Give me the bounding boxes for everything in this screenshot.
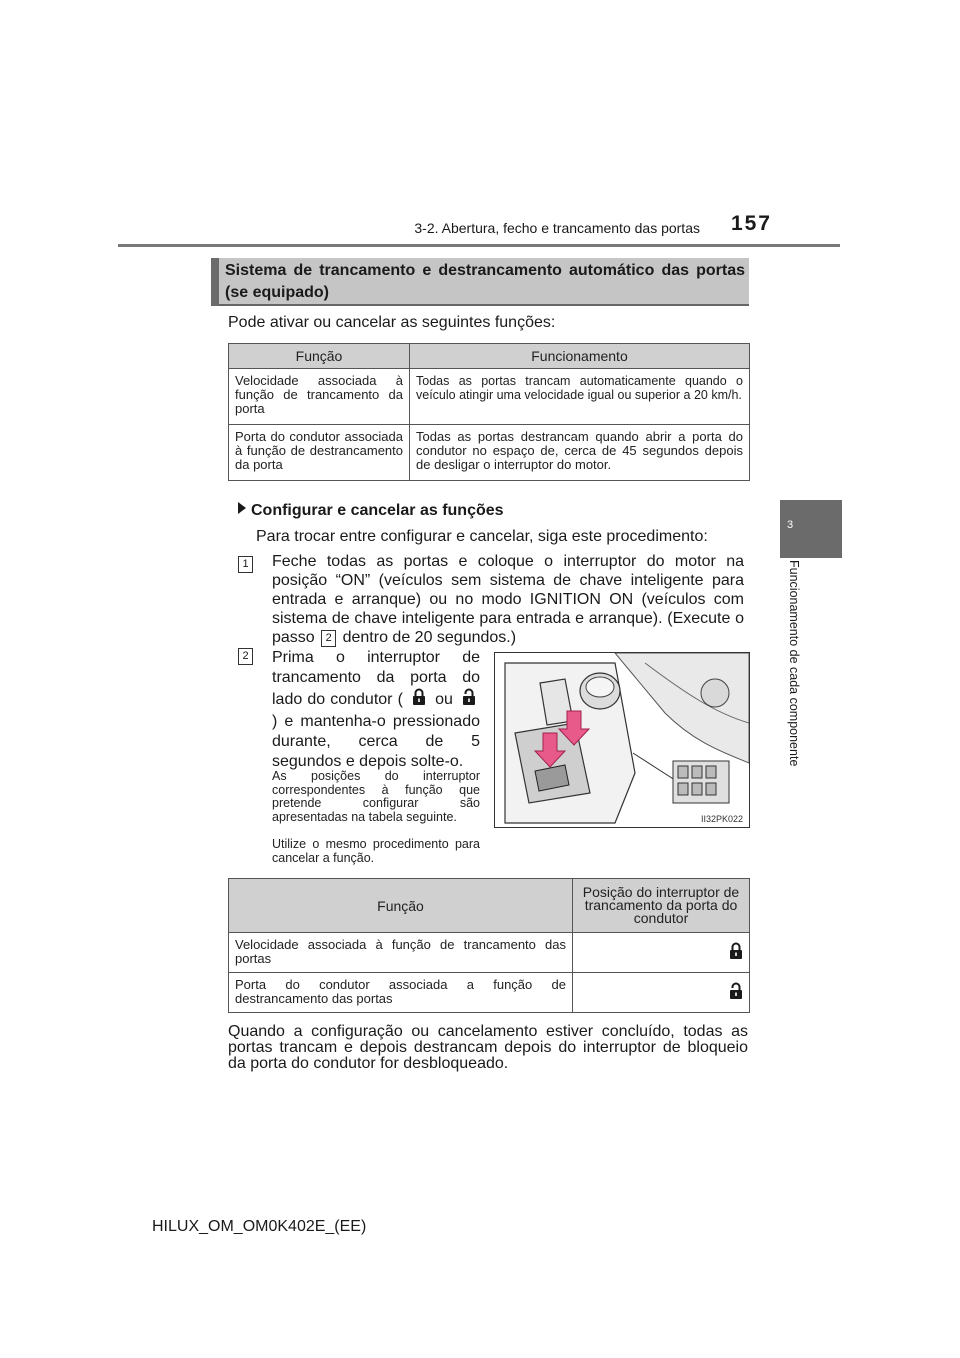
lock-icon: [729, 942, 743, 963]
section-title-accent: [211, 258, 219, 306]
intro-text: Pode ativar ou cancelar as seguintes funções:: [228, 314, 556, 331]
table-cell-funcionamento: Todas as portas trancam automaticamente quando o veículo atingir uma velocidade igual ou superior a 20 km/h.: [410, 369, 750, 425]
table-cell-posicao: [573, 973, 750, 1013]
unlock-icon: [729, 982, 743, 1003]
table-header-funcionamento: Funcionamento: [410, 344, 750, 369]
lock-icon: [412, 688, 426, 712]
unlock-icon: [462, 688, 476, 712]
header-rule: [118, 244, 840, 247]
functions-table: [228, 343, 750, 481]
table-row: [229, 369, 750, 425]
table-cell-funcao: Porta do condutor associada a função de destrancamento das portas: [229, 973, 573, 1013]
footer-code: HILUX_OM_OM0K402E_(EE): [152, 1218, 367, 1235]
step-1-text-b: dentro de 20 segundos.): [342, 629, 517, 646]
table-header-row: [229, 879, 750, 933]
step-2-note-1: As posições do interruptor correspondentes à função que pretende configurar são apresentadas na tabela seguinte.: [272, 769, 480, 824]
table-header-row: [229, 344, 750, 369]
step-1-text: [272, 552, 744, 647]
config-heading-text: Configurar e cancelar as funções: [251, 502, 504, 519]
table-cell-funcionamento: Todas as portas destrancam quando abrir a porta do condutor no espaço de, cerca de 45 segundos depois de desligar o interruptor do motor.: [410, 425, 750, 481]
figure-id: II32PK022: [700, 814, 743, 824]
closing-text: Quando a configuração ou cancelamento estiver concluído, todas as portas trancam e depois destrancam depois do interruptor de bloqueio da porta do condutor for desbloqueado.: [228, 1023, 748, 1072]
table-header-funcao: Função: [229, 879, 573, 933]
config-heading: [238, 502, 738, 520]
table-cell-funcao: Velocidade associada à função de trancamento das portas: [229, 933, 573, 973]
running-header: 3-2. Abertura, fecho e trancamento das portas: [414, 220, 700, 236]
table-header-posicao: Posição do interruptor de trancamento da porta do condutor: [573, 879, 750, 933]
door-lock-switch-illustration: [494, 652, 750, 828]
illustration-drawing: [495, 653, 749, 827]
page-number: 157: [730, 212, 772, 235]
section-title-box: [211, 258, 749, 306]
chapter-tab-label-wrap: [780, 560, 806, 810]
table-cell-funcao: Velocidade associada à função de trancamento da porta: [229, 369, 410, 425]
switch-positions-table: [228, 878, 750, 1013]
step-2-text-or: ou: [435, 691, 453, 708]
step-2-text-a: Prima o interruptor de trancamento da porta do lado do condutor (: [272, 649, 480, 708]
step-2-note-2: Utilize o mesmo procedimento para cancelar a função.: [272, 837, 480, 865]
triangle-bullet-icon: [238, 502, 246, 514]
table-row: [229, 973, 750, 1013]
chapter-tab-number: 3: [786, 519, 794, 531]
step-2-text: [272, 648, 480, 772]
table-row: [229, 425, 750, 481]
step-2-text-b: ) e mantenha-o pressionado durante, cerca de 5 segundos e depois solte-o.: [272, 713, 480, 770]
table-cell-posicao: [573, 933, 750, 973]
step-2-ref-badge: 2: [321, 630, 336, 647]
step-2-badge: 2: [238, 648, 253, 665]
step-1-text-a: Feche todas as portas e coloque o interruptor do motor na posição “ON” (veículos sem sistema de chave inteligente para entrada e arranque) ou no modo IGNITION ON (veículos com sistema de chave inteligente para entrada e arranque). (Execute o passo: [272, 553, 744, 646]
step-1-badge: 1: [238, 556, 253, 573]
table-cell-funcao: Porta do condutor associada à função de destrancamento da porta: [229, 425, 410, 481]
chapter-tab-label: Funcionamento de cada componente: [787, 560, 801, 767]
table-header-funcao: Função: [229, 344, 410, 369]
section-title: Sistema de trancamento e destrancamento automático das portas (se equipado): [225, 262, 745, 301]
table-row: [229, 933, 750, 973]
config-subtext: Para trocar entre configurar e cancelar, siga este procedimento:: [256, 528, 708, 545]
